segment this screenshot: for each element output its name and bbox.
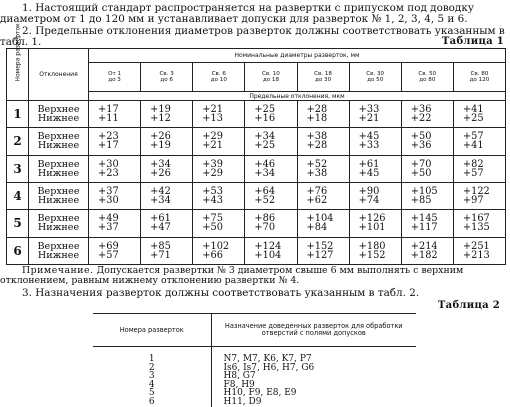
label-lower: Нижнее bbox=[37, 222, 80, 234]
range-header bbox=[245, 63, 297, 92]
label-upper: Верхнее bbox=[37, 186, 80, 198]
lower-value: +25 bbox=[254, 140, 276, 152]
range-header bbox=[193, 63, 245, 92]
label-upper: Верхнее bbox=[37, 240, 80, 252]
deviation-labels bbox=[29, 128, 89, 155]
lower-value: +30 bbox=[98, 195, 119, 207]
lower-value: +117 bbox=[410, 222, 438, 234]
deviation-cell bbox=[141, 210, 193, 237]
deviation-cell bbox=[245, 128, 297, 155]
upper-value: +61 bbox=[150, 213, 171, 225]
deviation-cell bbox=[141, 101, 193, 128]
t2-reamer-number: 2 bbox=[93, 364, 211, 373]
deviation-cell bbox=[193, 182, 245, 209]
reamer-number: 5 bbox=[7, 210, 29, 237]
upper-value: +105 bbox=[410, 186, 438, 198]
deviation-cell bbox=[89, 155, 141, 182]
lower-value: +127 bbox=[306, 249, 334, 261]
deviation-cell bbox=[453, 182, 505, 209]
purpose-table bbox=[93, 313, 416, 407]
deviation-cell bbox=[141, 182, 193, 209]
upper-value: +82 bbox=[462, 158, 484, 170]
lower-value: +135 bbox=[462, 222, 490, 234]
label-lower: Нижнее bbox=[37, 195, 80, 207]
range-header bbox=[297, 63, 349, 92]
reamer-number: 2 bbox=[7, 128, 29, 155]
upper-value: +46 bbox=[254, 158, 276, 170]
lower-value: +29 bbox=[202, 167, 223, 179]
range-header-line: Св. 10 bbox=[261, 70, 280, 77]
deviation-cell bbox=[401, 237, 453, 264]
deviation-cell bbox=[245, 155, 297, 182]
upper-value: +126 bbox=[358, 213, 386, 225]
deviation-cell bbox=[297, 237, 349, 264]
upper-value: +53 bbox=[202, 186, 223, 198]
t2-tolerance-fields: N7, M7, K6, K7, P7 bbox=[223, 354, 312, 364]
t2-col-header-purpose: Назначение доведенных разверток для обработки отверстий с полями допусков bbox=[211, 314, 416, 347]
lower-value: +57 bbox=[98, 249, 119, 261]
deviation-cell bbox=[245, 182, 297, 209]
lower-value: +28 bbox=[306, 140, 328, 152]
reamer-number: 4 bbox=[7, 182, 29, 209]
deviation-cell bbox=[193, 237, 245, 264]
upper-value: +41 bbox=[462, 104, 484, 116]
deviation-cell bbox=[193, 101, 245, 128]
col-header-deviation: Отклонения bbox=[29, 49, 89, 101]
table-row bbox=[7, 237, 506, 264]
deviation-cell bbox=[453, 210, 505, 237]
deviation-cell bbox=[349, 128, 401, 155]
table-row bbox=[7, 128, 506, 155]
deviation-cell bbox=[453, 128, 505, 155]
lower-value: +84 bbox=[306, 222, 328, 234]
upper-value: +45 bbox=[358, 131, 380, 143]
upper-value: +76 bbox=[306, 186, 328, 198]
deviation-cell bbox=[193, 210, 245, 237]
lower-value: +74 bbox=[358, 195, 380, 207]
lower-value: +34 bbox=[150, 195, 171, 207]
lower-value: +21 bbox=[358, 113, 380, 125]
upper-value: +102 bbox=[202, 240, 230, 252]
lower-value: +25 bbox=[462, 113, 484, 125]
label-upper: Верхнее bbox=[37, 213, 80, 225]
deviation-cell bbox=[297, 210, 349, 237]
upper-value: +145 bbox=[410, 213, 438, 225]
upper-value: +17 bbox=[98, 104, 119, 116]
upper-value: +25 bbox=[254, 104, 276, 116]
lower-value: +101 bbox=[358, 222, 386, 234]
range-header-line: Св. 6 bbox=[211, 70, 226, 77]
lower-value: +182 bbox=[410, 249, 438, 261]
deviation-cell bbox=[193, 155, 245, 182]
t2-tolerance-fields: F8, H9 bbox=[223, 379, 255, 390]
table-row bbox=[7, 101, 506, 128]
lower-value: +33 bbox=[358, 140, 380, 152]
deviation-cell bbox=[89, 101, 141, 128]
lower-value: +11 bbox=[98, 113, 119, 125]
lower-value: +70 bbox=[254, 222, 276, 234]
upper-value: +23 bbox=[98, 131, 119, 143]
lower-value: +45 bbox=[358, 167, 380, 179]
reamer-number: 3 bbox=[7, 155, 29, 182]
header-nominal-diameters: Номинальные диаметры разверток, мм bbox=[89, 49, 506, 63]
deviation-cell bbox=[453, 101, 505, 128]
deviation-cell bbox=[349, 210, 401, 237]
deviation-cell bbox=[297, 182, 349, 209]
table-row bbox=[7, 155, 506, 182]
lower-value: +50 bbox=[202, 222, 223, 234]
upper-value: +70 bbox=[410, 158, 432, 170]
upper-value: +104 bbox=[306, 213, 334, 225]
t2-tolerance-fields: H11, D9 bbox=[223, 396, 262, 407]
lower-value: +22 bbox=[410, 113, 432, 125]
upper-value: +29 bbox=[202, 131, 223, 143]
range-header-line: до 30 bbox=[314, 77, 332, 83]
lower-value: +66 bbox=[202, 249, 223, 261]
lower-value: +43 bbox=[202, 195, 223, 207]
upper-value: +85 bbox=[150, 240, 171, 252]
deviation-cell bbox=[141, 237, 193, 264]
t2-reamer-number: 6 bbox=[93, 398, 211, 407]
deviation-cell bbox=[349, 182, 401, 209]
lower-value: +152 bbox=[358, 249, 386, 261]
note-body: Допускается развертки № 3 диаметром свыше 6 мм выполнять с верхним отклонением, равным нижнему отклонению развертки № 4. bbox=[0, 265, 464, 286]
lower-value: +21 bbox=[202, 140, 223, 152]
upper-value: +180 bbox=[358, 240, 386, 252]
note-lead: Примечание. bbox=[22, 265, 94, 276]
table-row bbox=[7, 210, 506, 237]
deviation-labels bbox=[29, 155, 89, 182]
upper-value: +26 bbox=[150, 131, 171, 143]
upper-value: +50 bbox=[410, 131, 432, 143]
t2-tolerance-fields: H8, G7 bbox=[223, 371, 256, 382]
deviation-cell bbox=[245, 237, 297, 264]
label-lower: Нижнее bbox=[37, 167, 80, 179]
lower-value: +71 bbox=[150, 249, 171, 261]
upper-value: +152 bbox=[306, 240, 334, 252]
range-header-line: Св. 80 bbox=[470, 70, 489, 77]
paragraph-purpose: 3. Назначения разверток должны соответствовать указанным в табл. 2. bbox=[22, 287, 420, 299]
range-header-line: до 3 bbox=[108, 77, 121, 83]
label-lower: Нижнее bbox=[37, 140, 80, 152]
range-header-line: до 120 bbox=[469, 77, 490, 83]
deviation-cell bbox=[245, 210, 297, 237]
range-header-line: Св. 18 bbox=[314, 70, 332, 77]
deviation-cell bbox=[401, 128, 453, 155]
t2-col-header-number: Номера разверток bbox=[93, 314, 211, 347]
upper-value: +61 bbox=[358, 158, 380, 170]
deviation-labels bbox=[29, 210, 89, 237]
lower-value: +52 bbox=[254, 195, 276, 207]
reamer-number: 1 bbox=[7, 101, 29, 128]
upper-value: +57 bbox=[462, 131, 484, 143]
lower-value: +38 bbox=[306, 167, 328, 179]
table-row bbox=[93, 398, 416, 407]
deviation-cell bbox=[297, 128, 349, 155]
lower-value: +47 bbox=[150, 222, 171, 234]
lower-value: +104 bbox=[254, 249, 282, 261]
lower-value: +41 bbox=[462, 140, 484, 152]
header-limit-deviations: Предельные отклонения, мкм bbox=[89, 92, 506, 101]
lower-value: +23 bbox=[98, 167, 119, 179]
lower-value: +26 bbox=[150, 167, 171, 179]
reamer-number: 6 bbox=[7, 237, 29, 264]
upper-value: +64 bbox=[254, 186, 276, 198]
upper-value: +33 bbox=[358, 104, 380, 116]
t2-tolerance-fields: Is6, Is7, H6, H7, G6 bbox=[223, 362, 315, 373]
lower-value: +19 bbox=[150, 140, 171, 152]
deviation-cell bbox=[89, 210, 141, 237]
deviation-cell bbox=[89, 182, 141, 209]
deviation-cell bbox=[193, 128, 245, 155]
deviation-cell bbox=[89, 128, 141, 155]
deviation-cell bbox=[349, 155, 401, 182]
table1-note bbox=[0, 266, 506, 286]
upper-value: +34 bbox=[150, 158, 171, 170]
col-header-number: Номера разверток bbox=[7, 49, 29, 101]
lower-value: +57 bbox=[462, 167, 484, 179]
lower-value: +62 bbox=[306, 195, 328, 207]
range-header-line: до 18 bbox=[262, 77, 280, 83]
upper-value: +214 bbox=[410, 240, 438, 252]
deviation-cell bbox=[349, 237, 401, 264]
label-lower: Нижнее bbox=[37, 249, 80, 261]
range-header-line: до 10 bbox=[210, 77, 227, 83]
upper-value: +28 bbox=[306, 104, 328, 116]
lower-value: +34 bbox=[254, 167, 276, 179]
upper-value: +86 bbox=[254, 213, 276, 225]
upper-value: +124 bbox=[254, 240, 282, 252]
label-upper: Верхнее bbox=[37, 131, 80, 143]
deviation-cell bbox=[453, 155, 505, 182]
upper-value: +52 bbox=[306, 158, 328, 170]
deviation-cell bbox=[141, 155, 193, 182]
upper-value: +37 bbox=[98, 186, 119, 198]
range-header bbox=[89, 63, 141, 92]
label-upper: Верхнее bbox=[37, 104, 80, 116]
lower-value: +12 bbox=[150, 113, 171, 125]
table-row bbox=[7, 182, 506, 209]
upper-value: +251 bbox=[462, 240, 490, 252]
label-lower: Нижнее bbox=[37, 113, 80, 125]
deviation-cell bbox=[401, 101, 453, 128]
range-header-line: Св. 30 bbox=[366, 70, 385, 77]
lower-value: +13 bbox=[202, 113, 223, 125]
lower-value: +97 bbox=[462, 195, 484, 207]
t2-reamer-number: 5 bbox=[93, 389, 211, 398]
range-header-line: до 80 bbox=[419, 77, 436, 83]
upper-value: +122 bbox=[462, 186, 490, 198]
range-header-line: От 1 bbox=[108, 70, 122, 77]
deviation-cell bbox=[401, 210, 453, 237]
deviation-cell bbox=[453, 237, 505, 264]
t2-reamer-number: 4 bbox=[93, 381, 211, 390]
deviation-cell bbox=[245, 101, 297, 128]
lower-value: +85 bbox=[410, 195, 432, 207]
upper-value: +19 bbox=[150, 104, 171, 116]
upper-value: +34 bbox=[254, 131, 276, 143]
deviation-labels bbox=[29, 237, 89, 264]
t2-tolerance-fields: H10, F9, E8, E9 bbox=[223, 388, 297, 399]
upper-value: +167 bbox=[462, 213, 490, 225]
lower-value: +17 bbox=[98, 140, 119, 152]
paragraph-scope: 1. Настоящий стандарт распространяется на развертки с припуском под доводку диаметром от 1 до 120 мм и устанавливает допуски для разверток № 1, 2, 3, 4, 5 и 6. bbox=[0, 2, 474, 25]
range-header bbox=[453, 63, 505, 92]
upper-value: +39 bbox=[202, 158, 223, 170]
t2-reamer-number: 3 bbox=[93, 372, 211, 381]
lower-value: +16 bbox=[254, 113, 276, 125]
table-row bbox=[93, 347, 416, 364]
table2-title: Таблица 2 bbox=[437, 300, 500, 311]
deviation-labels bbox=[29, 101, 89, 128]
range-header-line: Св. 3 bbox=[159, 70, 174, 77]
range-header bbox=[401, 63, 453, 92]
range-header bbox=[141, 63, 193, 92]
t2-reamer-number: 1 bbox=[93, 347, 211, 364]
upper-value: +49 bbox=[98, 213, 119, 225]
upper-value: +42 bbox=[150, 186, 171, 198]
upper-value: +30 bbox=[98, 158, 119, 170]
lower-value: +213 bbox=[462, 249, 490, 261]
table1-title: Таблица 1 bbox=[441, 36, 504, 47]
upper-value: +75 bbox=[202, 213, 223, 225]
range-header-line: Св. 50 bbox=[418, 70, 437, 77]
range-header-line: до 50 bbox=[367, 77, 384, 83]
range-header bbox=[349, 63, 401, 92]
deviation-cell bbox=[349, 101, 401, 128]
label-upper: Верхнее bbox=[37, 158, 80, 170]
upper-value: +36 bbox=[410, 104, 432, 116]
deviation-cell bbox=[401, 182, 453, 209]
lower-value: +18 bbox=[306, 113, 328, 125]
deviation-cell bbox=[89, 237, 141, 264]
upper-value: +38 bbox=[306, 131, 328, 143]
deviation-cell bbox=[297, 155, 349, 182]
upper-value: +90 bbox=[358, 186, 380, 198]
upper-value: +21 bbox=[202, 104, 223, 116]
deviation-labels bbox=[29, 182, 89, 209]
deviation-cell bbox=[141, 128, 193, 155]
paragraph-deviations: 2. Предельные отклонения диаметров разверток должны соответствовать указанным в табл. 1. bbox=[0, 25, 505, 48]
lower-value: +50 bbox=[410, 167, 432, 179]
deviation-cell bbox=[297, 101, 349, 128]
upper-value: +69 bbox=[98, 240, 119, 252]
lower-value: +37 bbox=[98, 222, 119, 234]
lower-value: +36 bbox=[410, 140, 432, 152]
range-header-line: до 6 bbox=[160, 77, 173, 83]
deviation-cell bbox=[401, 155, 453, 182]
